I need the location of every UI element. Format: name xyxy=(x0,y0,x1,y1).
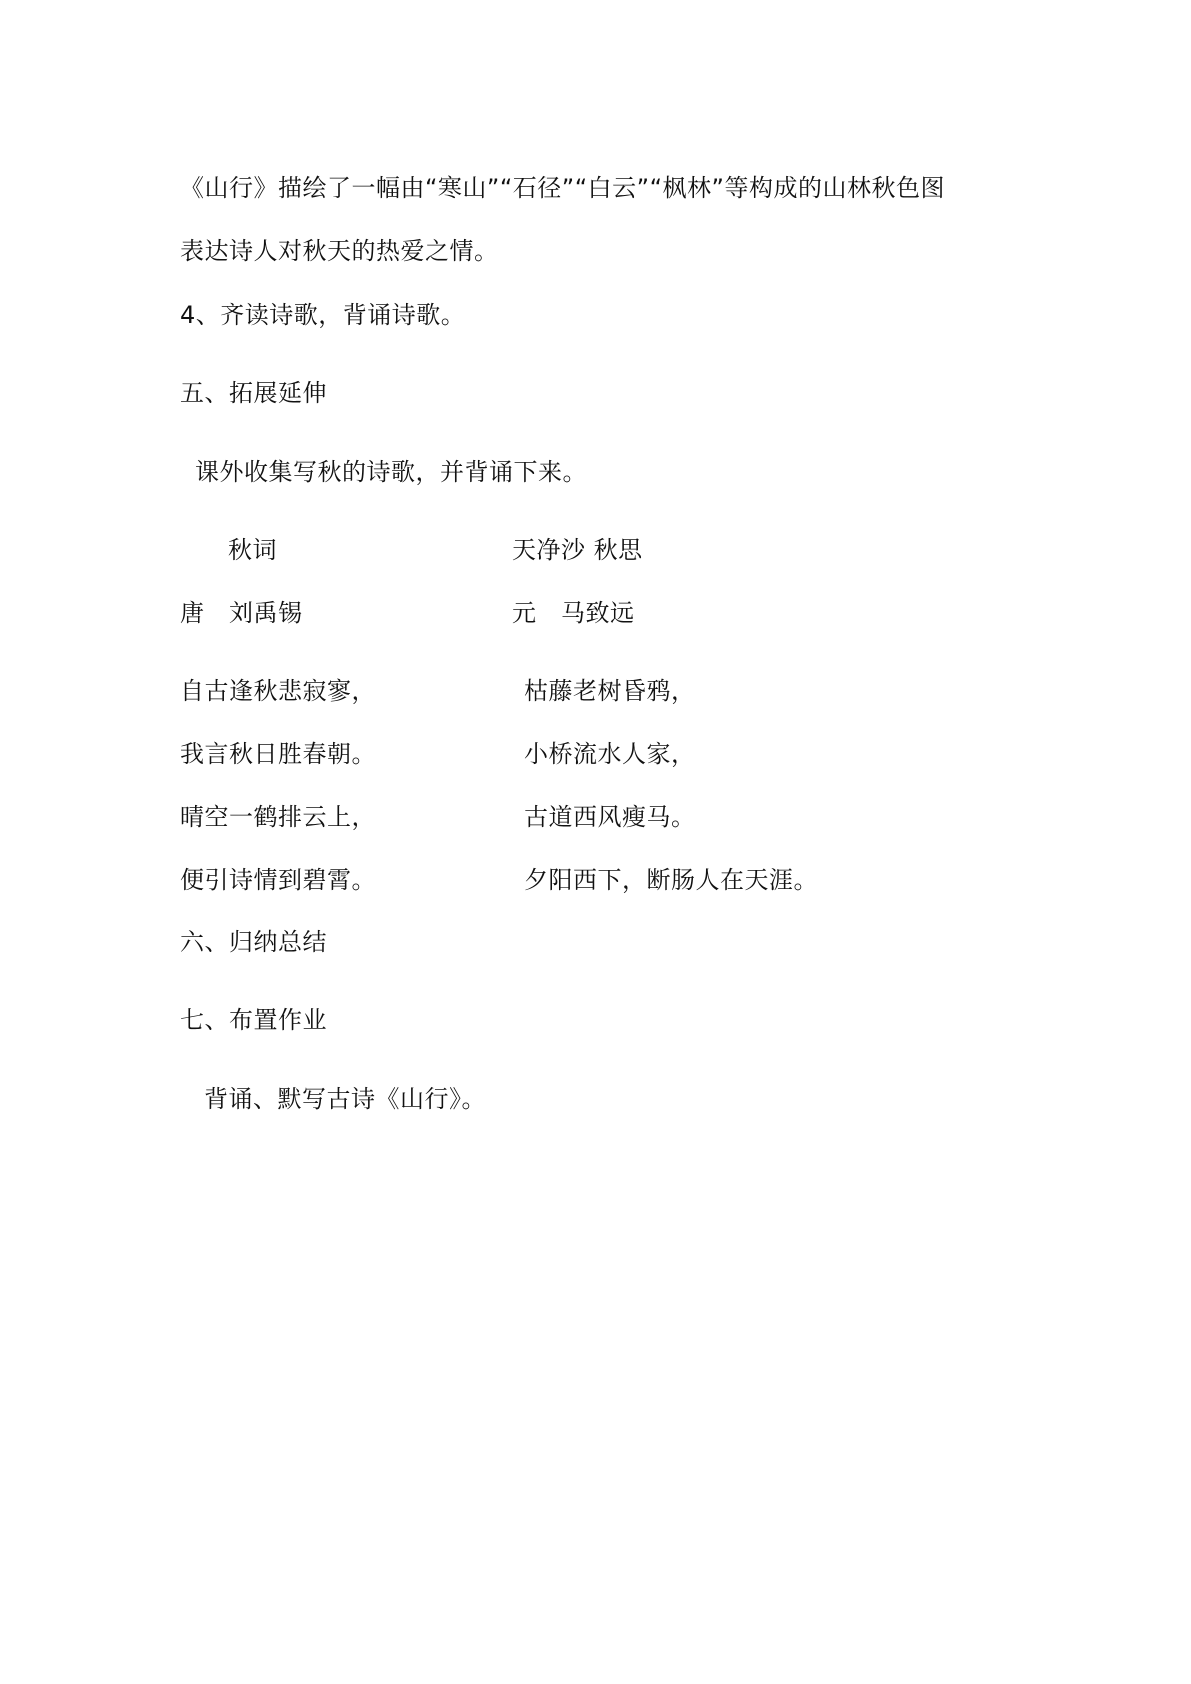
poem-left-line: 晴空一鹤排云上， xyxy=(180,803,376,831)
poem-left-author: 唐 刘禹锡 xyxy=(180,599,303,627)
section-five-heading: 五、拓展延伸 xyxy=(180,379,327,407)
poem-left-line: 我言秋日胜春朝。 xyxy=(180,740,376,768)
poem-left-line: 自古逢秋悲寂寥， xyxy=(180,677,376,705)
section-seven-task: 背诵、默写古诗《山行》。 xyxy=(204,1085,486,1113)
section-seven-heading: 七、布置作业 xyxy=(180,1006,327,1034)
poem-right-author: 元 马致远 xyxy=(512,599,635,627)
poem-right-title: 天净沙 秋思 xyxy=(512,536,643,564)
section-five-task: 课外收集写秋的诗歌，并背诵下来。 xyxy=(195,458,587,486)
poem-right-line: 夕阳西下，断肠人在天涯。 xyxy=(524,866,818,894)
poem-right-line: 枯藤老树昏鸦， xyxy=(524,677,696,705)
intro-line-1: 《山行》描绘了一幅由“寒山”“石径”“白云”“枫林”等构成的山林秋色图 xyxy=(180,174,945,202)
step-4-text: 4、齐读诗歌，背诵诗歌。 xyxy=(180,301,466,329)
poem-left-title: 秋词 xyxy=(228,536,277,564)
poem-left-line: 便引诗情到碧霄。 xyxy=(180,866,376,894)
poem-right-line: 古道西风瘦马。 xyxy=(524,803,696,831)
poem-right-line: 小桥流水人家， xyxy=(524,740,696,768)
intro-line-2: 表达诗人对秋天的热爱之情。 xyxy=(180,237,499,265)
section-six-heading: 六、归纳总结 xyxy=(180,928,327,956)
